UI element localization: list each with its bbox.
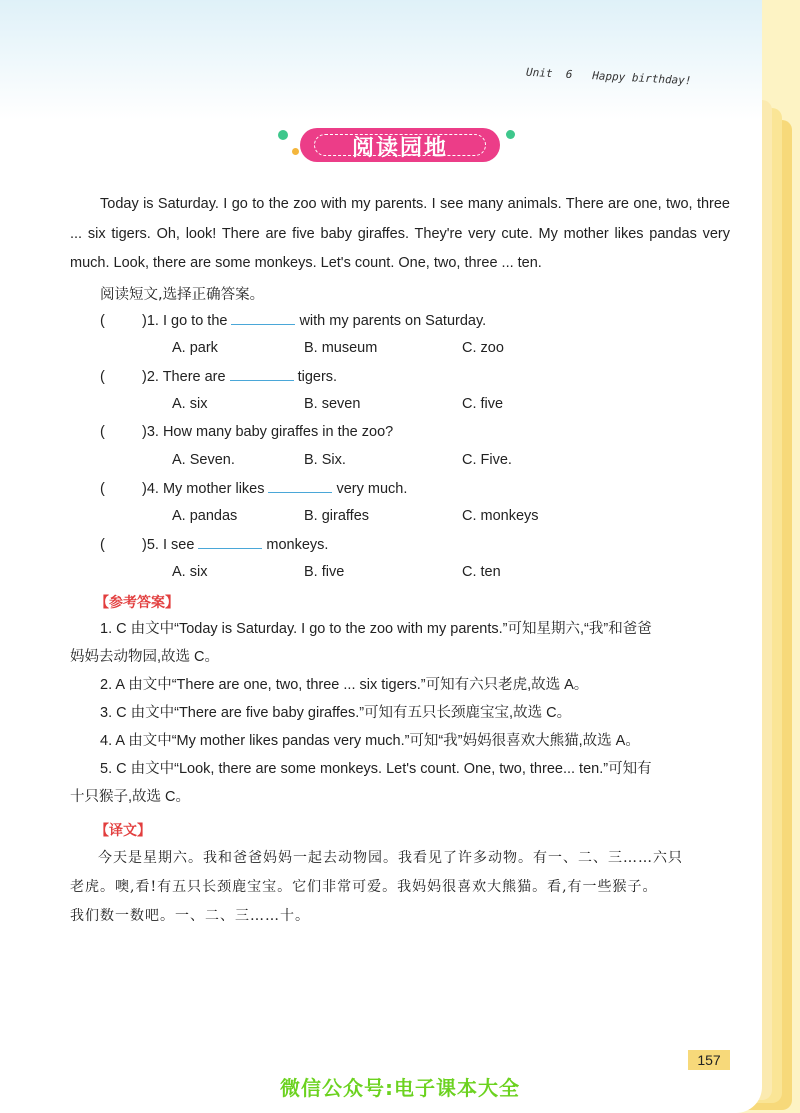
question-number: )2. [142, 369, 159, 385]
answer-blank [231, 312, 295, 325]
decor-dot-green-left [278, 130, 288, 140]
question-number: )5. [142, 537, 159, 553]
question-text-before: I go to the [162, 313, 228, 329]
question-number: )1. [142, 313, 159, 329]
passage-paragraph: Today is Saturday. I go to the zoo with my parents. I see many animals. There are one, two, three ... six tigers. Oh, look! There are five baby giraffes. They're very cute. My mother likes pandas very much. Look, there are some monkeys. Let's count. One, two, three ... ten. [70, 196, 730, 271]
option-b[interactable]: B. Six. [304, 452, 346, 468]
question-1 [100, 312, 486, 329]
answer-line: 3. C 由文中“There are five baby giraffes.”可知有五只长颈鹿宝宝,故选 C。 [100, 705, 572, 721]
decor-dot-yellow-left [292, 148, 299, 155]
answer-paren[interactable]: ( [100, 369, 105, 385]
answer-line: 十只猴子,故选 C。 [70, 789, 191, 805]
option-c[interactable]: C. zoo [462, 340, 504, 356]
answer-line: 2. A 由文中“There are one, two, three ... six tigers.”可知有六只老虎,故选 A。 [100, 677, 589, 693]
reading-passage [70, 190, 730, 279]
answer-paren[interactable]: ( [100, 313, 105, 329]
option-a[interactable]: A. park [172, 340, 218, 356]
answer-paren[interactable]: ( [100, 537, 105, 553]
answer-paren[interactable]: ( [100, 424, 105, 440]
answer-blank [268, 480, 332, 493]
question-text-after: tigers. [297, 369, 338, 385]
answer-paren[interactable]: ( [100, 481, 105, 497]
translation-line: 我们数一数吧。一、二、三……十。 [70, 908, 310, 924]
translation-title: 【译文】 [95, 823, 151, 839]
question-2 [100, 368, 337, 385]
section-title: 阅读园地 [351, 136, 448, 161]
option-a[interactable]: A. six [172, 396, 208, 412]
question-4 [100, 480, 407, 497]
answer-line: 4. A 由文中“My mother likes pandas very much.”可知“我”妈妈很喜欢大熊猫,故选 A。 [100, 733, 640, 749]
question-5 [100, 536, 328, 553]
question-number: )4. [142, 481, 159, 497]
answer-blank [230, 368, 294, 381]
page-number: 157 [688, 1050, 730, 1070]
option-c[interactable]: C. ten [462, 564, 501, 580]
question-text-after: monkeys. [266, 537, 329, 553]
watermark: 微信公众号:电子课本大全 [280, 1076, 520, 1100]
option-a[interactable]: A. Seven. [172, 452, 235, 468]
question-text-before: My mother likes [162, 481, 265, 497]
option-a[interactable]: A. pandas [172, 508, 238, 524]
option-c[interactable]: C. Five. [462, 452, 512, 468]
option-b[interactable]: B. museum [304, 340, 378, 356]
option-b[interactable]: B. seven [304, 396, 361, 412]
answer-line: 妈妈去动物园,故选 C。 [70, 649, 220, 665]
question-text-before: How many baby giraffes in the zoo? [162, 424, 394, 440]
decor-dot-green-right [506, 130, 515, 139]
instruction: 阅读短文,选择正确答案。 [100, 287, 265, 303]
question-text-after: very much. [336, 481, 408, 497]
option-b[interactable]: B. five [304, 564, 345, 580]
answer-line: 1. C 由文中“Today is Saturday. I go to the zoo with my parents.”可知星期六,“我”和爸爸 [100, 621, 652, 637]
option-a[interactable]: A. six [172, 564, 208, 580]
option-c[interactable]: C. monkeys [462, 508, 539, 524]
answer-blank [198, 536, 262, 549]
question-3 [100, 424, 393, 440]
section-banner [300, 128, 500, 162]
question-text-after: with my parents on Saturday. [299, 313, 487, 329]
question-text-before: I see [162, 537, 195, 553]
question-number: )3. [142, 424, 159, 440]
answer-key [70, 615, 730, 811]
answer-line: 5. C 由文中“Look, there are some monkeys. Let's count. One, two, three... ten.”可知有 [100, 761, 652, 777]
header-title: Happy birthday! [592, 69, 693, 88]
translation [70, 844, 730, 931]
translation-line: 今天是星期六。我和爸爸妈妈一起去动物园。我看见了许多动物。有一、二、三……六只 [98, 850, 683, 866]
option-b[interactable]: B. giraffes [304, 508, 370, 524]
header-unit: Unit 6 [526, 65, 574, 82]
question-text-before: There are [162, 369, 226, 385]
running-header [526, 66, 692, 88]
translation-line: 老虎。噢,看!有五只长颈鹿宝宝。它们非常可爱。我妈妈很喜欢大熊猫。看,有一些猴子。 [70, 879, 658, 895]
answers-title: 【参考答案】 [95, 595, 179, 611]
option-c[interactable]: C. five [462, 396, 504, 412]
